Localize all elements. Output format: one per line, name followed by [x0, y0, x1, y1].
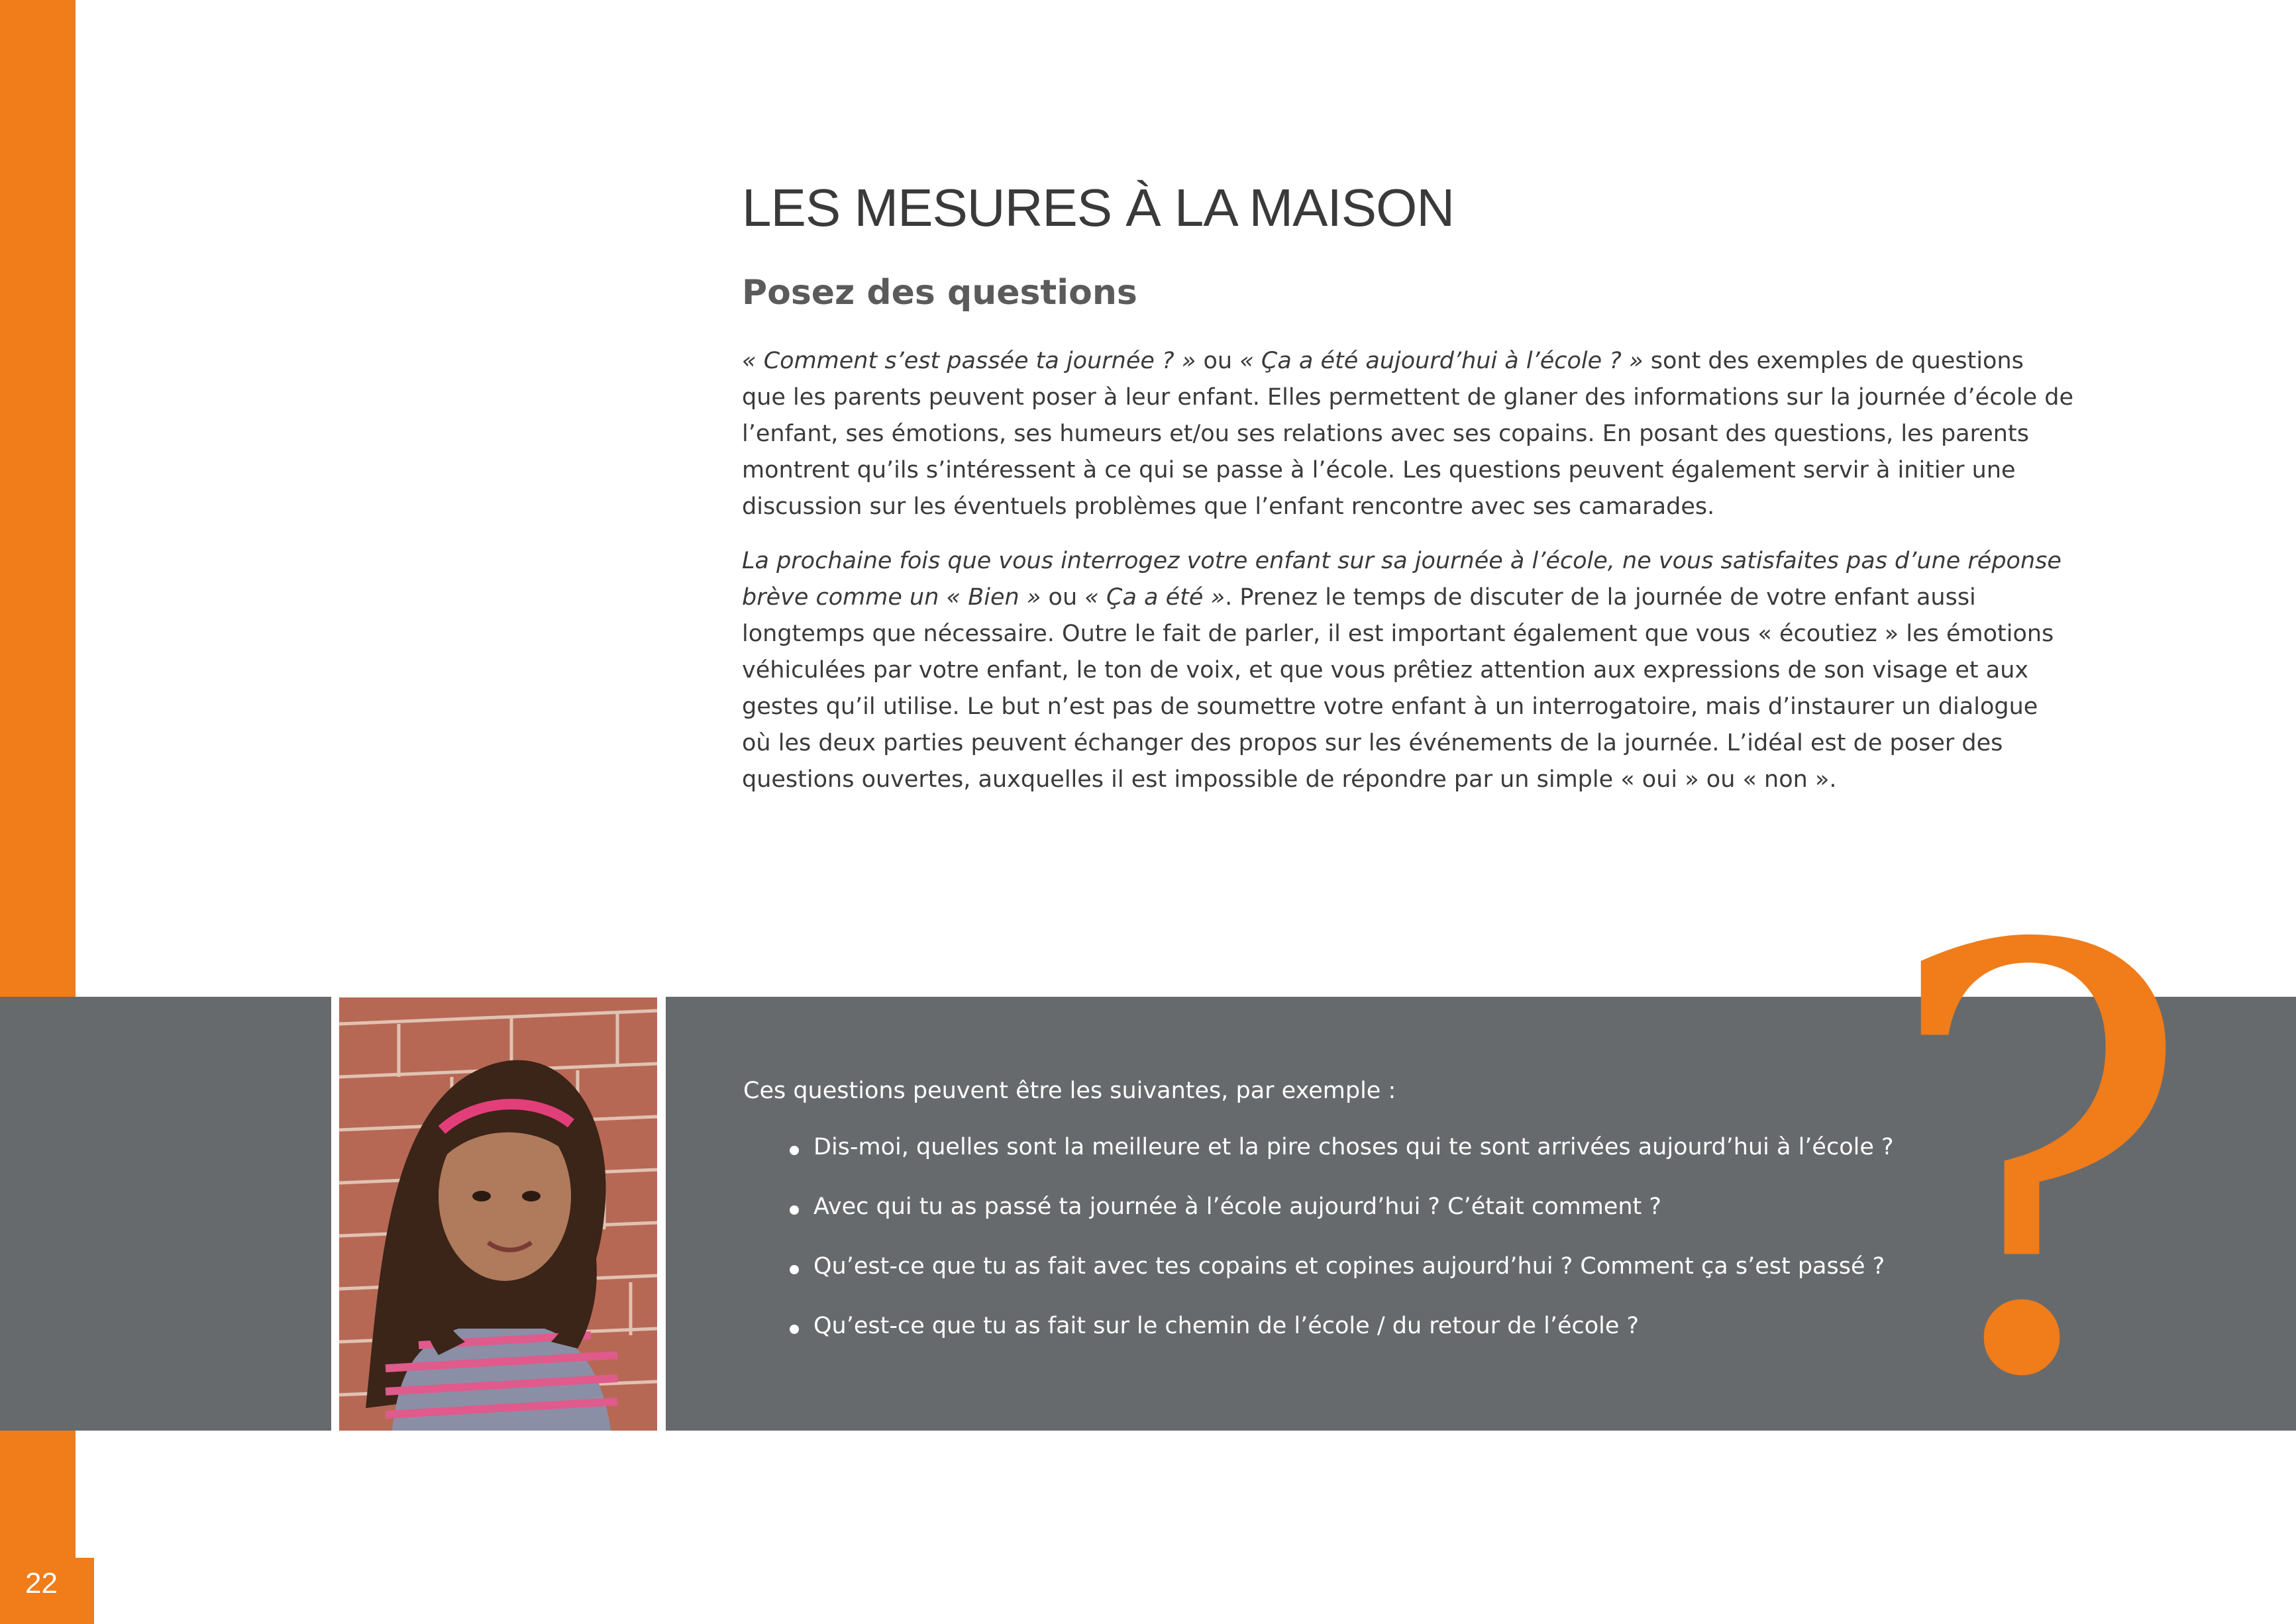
paragraph-1	[742, 343, 2073, 525]
question-text: Qu’est-ce que tu as fait avec tes copains et copines aujourd’hui ? Comment ça s’est passé ?	[813, 1253, 1885, 1280]
girl-portrait-photo	[339, 997, 657, 1431]
paragraph-2-italic-2: « Ça a été »	[1084, 584, 1226, 611]
list-item	[813, 1193, 1894, 1253]
section-heading: Posez des questions	[742, 273, 1137, 313]
list-item	[813, 1313, 1894, 1372]
question-text: Qu’est-ce que tu as fait sur le chemin de l’école / du retour de l’école ?	[813, 1313, 1640, 1339]
page-title: LES MESURES À LA MAISON	[742, 178, 1455, 237]
questions-list	[813, 1134, 1894, 1372]
question-text: Avec qui tu as passé ta journée à l’école aujourd’hui ? C’était comment ?	[813, 1193, 1661, 1220]
paragraph-2-body: . Prenez le temps de discuter de la journée de votre enfant aussi longtemps que nécessaire. Outre le fait de parler, il est important également que vous « écoutiez » les émotions véhiculées par votre enfant, le ton de voix, et que vous prêtiez attention aux expressions de son visage et aux gestes qu’il utilise. Le but n’est pas de soumettre votre enfant à un interrogatoire, mais d’instaurer un dialogue où les deux parties peuvent échanger des propos sur les événements de la journée. L’idéal est de poser des questions ouvertes, auxquelles il est impossible de répondre par un simple « oui » ou « non ».	[742, 584, 2054, 793]
gray-band-left	[0, 997, 331, 1431]
questions-intro: Ces questions peuvent être les suivantes, par exemple :	[743, 1078, 1396, 1104]
list-item	[813, 1134, 1894, 1193]
bullet-icon	[790, 1265, 799, 1274]
paragraph-1-quote-2: « Ça a été aujourd’hui à l’école ? »	[1239, 348, 1644, 374]
paragraph-2-or: ou	[1041, 584, 1085, 611]
paragraph-1-body: sont des exemples de questions que les parents peuvent poser à leur enfant. Elles permettent de glaner des informations sur la journée d’école de l’enfant, ses émotions, ses humeurs et/ou ses relations avec ses copains. En posant des questions, les parents montrent qu’ils s’intéressent à ce qui se passe à l’école. Les questions peuvent également servir à initier une discussion sur les éventuels problèmes que l’enfant rencontre avec ses camarades.	[742, 348, 2074, 520]
question-text: Dis-moi, quelles sont la meilleure et la pire choses qui te sont arrivées aujourd’hui à l’école ?	[813, 1134, 1894, 1160]
bullet-icon	[790, 1325, 799, 1334]
question-mark-icon: ?	[1881, 826, 2194, 1505]
paragraph-2-italic-1: La prochaine fois que vous interrogez votre enfant sur sa journée à l’école, ne vous satisfaites pas d’une réponse brève comme un « Bien »	[742, 548, 2061, 611]
list-item	[813, 1253, 1894, 1313]
page-number: 22	[25, 1567, 58, 1599]
paragraph-1-quote-1: « Comment s’est passée ta journée ? »	[742, 348, 1196, 374]
bullet-icon	[790, 1146, 799, 1155]
paragraph-1-or: ou	[1196, 348, 1240, 374]
bullet-icon	[790, 1205, 799, 1215]
paragraph-2	[742, 543, 2073, 798]
photo-illustration	[339, 997, 657, 1431]
